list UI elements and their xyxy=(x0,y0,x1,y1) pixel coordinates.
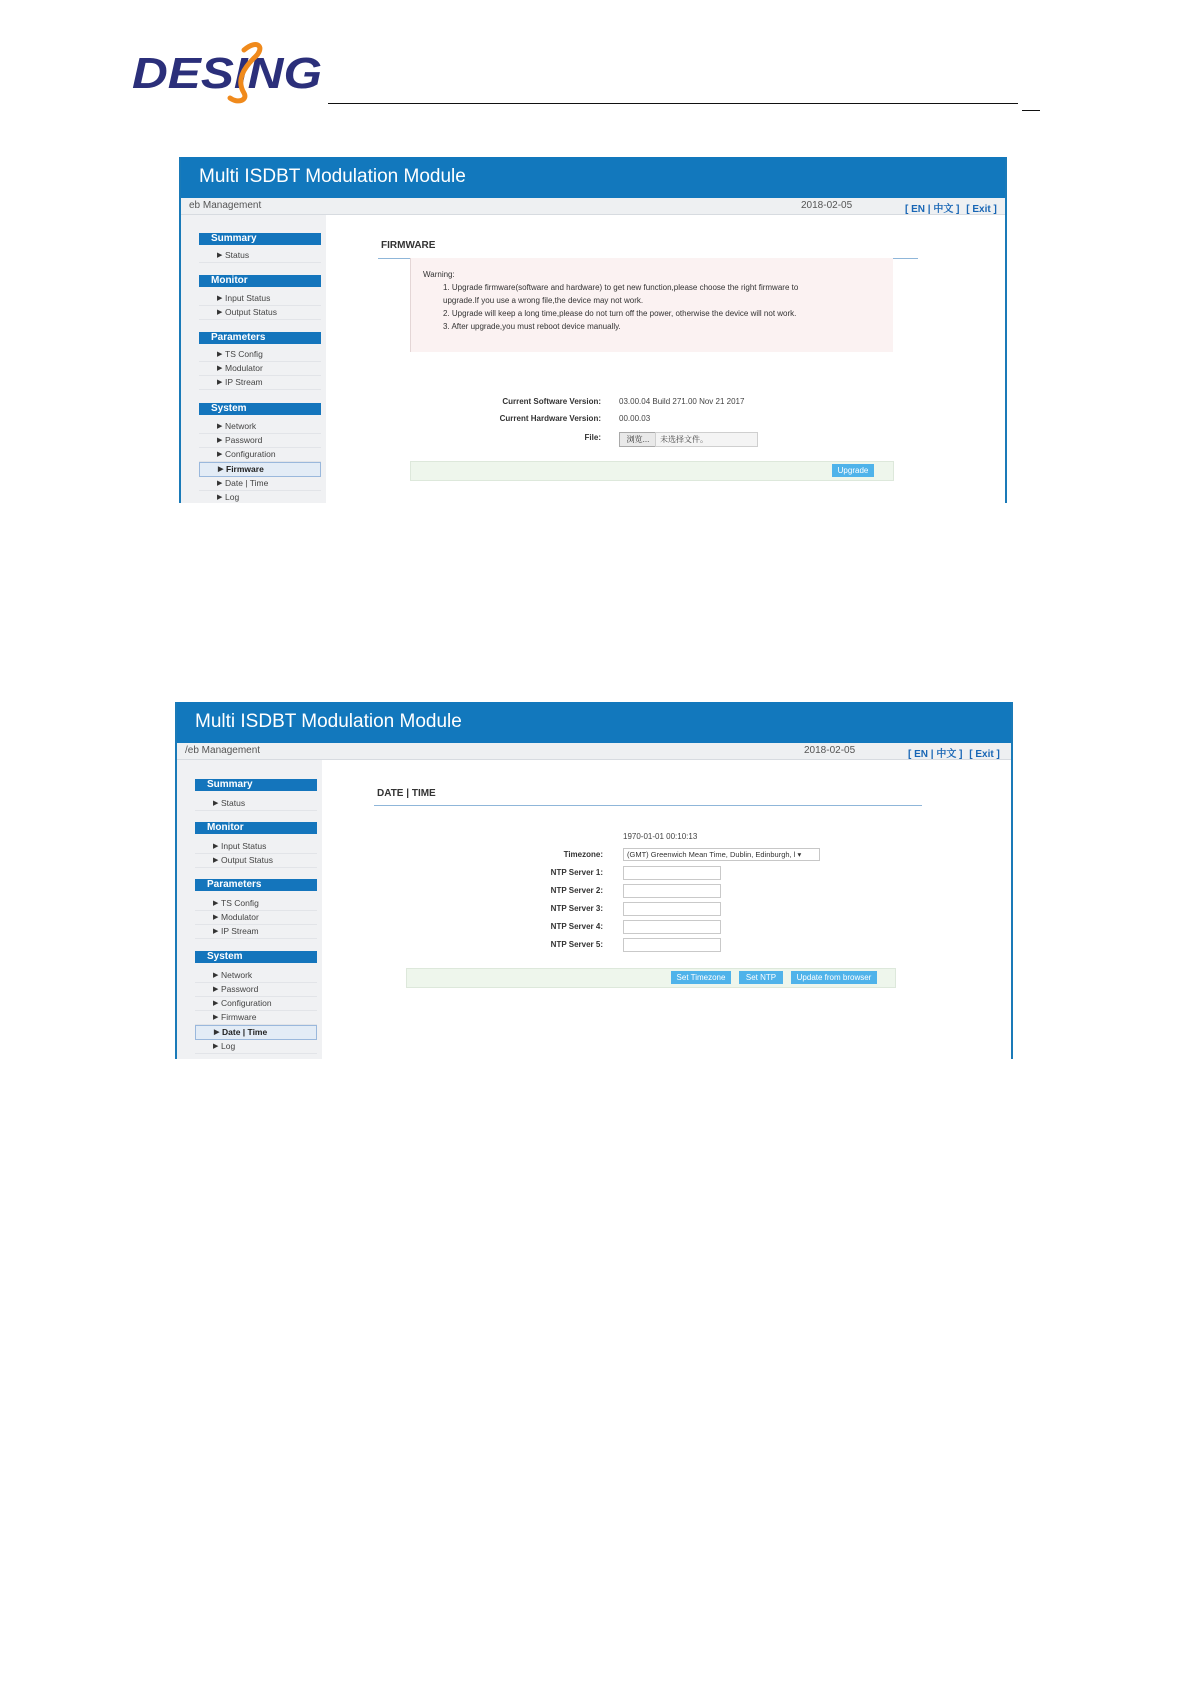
software-version-value: 03.00.04 Build 271.00 Nov 21 2017 xyxy=(619,397,745,406)
sidebar-item-modulator[interactable]: ▶ Modulator xyxy=(195,911,317,925)
sidebar-item-password[interactable]: ▶ Password xyxy=(199,434,321,448)
management-bar xyxy=(177,743,1011,760)
triangle-right-icon: ▶ xyxy=(213,1043,219,1050)
ntp-server-5-label: NTP Server 5: xyxy=(550,940,603,949)
management-label: /eb Management xyxy=(185,745,261,756)
file-input[interactable]: 未选择文件。 xyxy=(655,432,758,447)
nav-group-parameters xyxy=(195,879,317,939)
triangle-right-icon: ▶ xyxy=(213,1014,219,1021)
sidebar-item-firmware[interactable]: ▶ Firmware xyxy=(199,462,321,477)
exit-link[interactable]: [ Exit ] xyxy=(969,749,1000,760)
sidebar-item-modulator[interactable]: ▶ Modulator xyxy=(199,362,321,376)
lang-en-link[interactable]: [ EN | xyxy=(905,204,931,215)
nav-group-system xyxy=(199,403,321,503)
timezone-select[interactable]: (GMT) Greenwich Mean Time, Dublin, Edinburgh, l ▾ xyxy=(623,848,820,861)
page-title: DATE | TIME xyxy=(377,788,436,799)
triangle-right-icon: ▶ xyxy=(217,379,223,386)
warning-line-1: 1. Upgrade firmware(software and hardware) to get new function,please choose the right firmware to xyxy=(443,283,799,292)
triangle-right-icon: ▶ xyxy=(213,928,219,935)
sidebar-item-network[interactable]: ▶ Network xyxy=(195,969,317,983)
app-banner xyxy=(181,157,1005,198)
nav-header-system[interactable]: System xyxy=(195,951,317,963)
svg-text:DESING: DESING xyxy=(132,49,322,98)
lang-en-link[interactable]: [ EN | xyxy=(908,749,934,760)
warning-title: Warning: xyxy=(423,270,455,279)
sidebar-item-output-status[interactable]: ▶ Output Status xyxy=(199,306,321,320)
browse-button[interactable]: 浏览... xyxy=(619,432,657,447)
triangle-right-icon: ▶ xyxy=(214,1029,220,1036)
triangle-right-icon: ▶ xyxy=(218,466,224,473)
nav-header-system[interactable]: System xyxy=(199,403,321,415)
lang-cn-link[interactable]: 中文 ] xyxy=(933,204,960,215)
ntp-server-4-label: NTP Server 4: xyxy=(550,922,603,931)
sidebar-item-output-status[interactable]: ▶ Output Status xyxy=(195,854,317,868)
warning-line-1b: upgrade.If you use a wrong file,the device may not work. xyxy=(443,296,644,305)
triangle-right-icon: ▶ xyxy=(213,914,219,921)
ntp-server-5-input[interactable] xyxy=(623,938,721,952)
hardware-version-value: 00.00.03 xyxy=(619,414,651,423)
lang-cn-link[interactable]: 中文 ] xyxy=(936,749,963,760)
triangle-right-icon: ▶ xyxy=(213,843,219,850)
sidebar-item-date-time[interactable]: ▶ Date | Time xyxy=(195,1025,317,1040)
current-date: 2018-02-05 xyxy=(804,745,856,756)
ntp-server-4-input[interactable] xyxy=(623,920,721,934)
language-switch xyxy=(905,200,997,215)
hardware-version-label: Current Hardware Version: xyxy=(499,414,601,423)
triangle-right-icon: ▶ xyxy=(217,451,223,458)
header-tick xyxy=(1022,110,1040,111)
sidebar-item-status[interactable]: ▶ Status xyxy=(195,797,317,811)
action-bar xyxy=(410,461,894,481)
triangle-right-icon: ▶ xyxy=(217,309,223,316)
sidebar-item-configuration[interactable]: ▶ Configuration xyxy=(199,448,321,462)
nav-group-summary xyxy=(199,233,321,263)
nav-group-monitor xyxy=(199,275,321,320)
file-label: File: xyxy=(584,433,601,442)
sidebar-item-configuration[interactable]: ▶ Configuration xyxy=(195,997,317,1011)
firmware-screenshot xyxy=(179,157,1007,503)
sidebar-item-network[interactable]: ▶ Network xyxy=(199,420,321,434)
sidebar-item-ts-config[interactable]: ▶ TS Config xyxy=(199,348,321,362)
nav-header-summary[interactable]: Summary xyxy=(195,779,317,791)
triangle-right-icon: ▶ xyxy=(213,972,219,979)
current-date: 2018-02-05 xyxy=(801,200,853,211)
ntp-server-2-input[interactable] xyxy=(623,884,721,898)
triangle-right-icon: ▶ xyxy=(213,986,219,993)
app-title: Multi ISDBT Modulation Module xyxy=(195,711,462,732)
nav-header-summary[interactable]: Summary xyxy=(199,233,321,245)
ntp-server-3-input[interactable] xyxy=(623,902,721,916)
sidebar-item-input-status[interactable]: ▶ Input Status xyxy=(199,292,321,306)
warning-box xyxy=(410,258,893,352)
triangle-right-icon: ▶ xyxy=(213,800,219,807)
sidebar-item-password[interactable]: ▶ Password xyxy=(195,983,317,997)
triangle-right-icon: ▶ xyxy=(213,857,219,864)
sidebar-item-log[interactable]: ▶ Log xyxy=(199,491,321,503)
app-banner xyxy=(177,702,1011,743)
language-switch xyxy=(908,745,1000,760)
sidebar-item-ts-config[interactable]: ▶ TS Config xyxy=(195,897,317,911)
ntp-server-3-label: NTP Server 3: xyxy=(550,904,603,913)
desing-logo xyxy=(132,38,332,108)
current-time-value: 1970-01-01 00:10:13 xyxy=(623,832,698,841)
triangle-right-icon: ▶ xyxy=(217,480,223,487)
heading-rule xyxy=(374,805,922,806)
ntp-server-1-input[interactable] xyxy=(623,866,721,880)
triangle-right-icon: ▶ xyxy=(217,365,223,372)
warning-line-2: 2. Upgrade will keep a long time,please do not turn off the power, otherwise the device will not work. xyxy=(443,309,797,318)
ntp-server-2-label: NTP Server 2: xyxy=(550,886,603,895)
management-bar xyxy=(181,198,1005,215)
sidebar-item-ip-stream[interactable]: ▶ IP Stream xyxy=(195,925,317,939)
triangle-right-icon: ▶ xyxy=(213,1000,219,1007)
nav-header-monitor[interactable]: Monitor xyxy=(195,822,317,834)
action-bar xyxy=(406,968,896,988)
page-title: FIRMWARE xyxy=(381,240,436,251)
nav-header-parameters[interactable]: Parameters xyxy=(199,332,321,344)
sidebar-item-date-time[interactable]: ▶ Date | Time xyxy=(199,477,321,491)
warning-line-3: 3. After upgrade,you must reboot device manually. xyxy=(443,322,621,331)
triangle-right-icon: ▶ xyxy=(217,437,223,444)
nav-group-summary xyxy=(195,779,317,811)
timezone-label: Timezone: xyxy=(563,850,603,859)
triangle-right-icon: ▶ xyxy=(217,423,223,430)
date-time-screenshot xyxy=(175,702,1013,1059)
update-from-browser-button[interactable]: Update from browser xyxy=(791,971,877,984)
triangle-right-icon: ▶ xyxy=(217,295,223,302)
sidebar-item-firmware[interactable]: ▶ Firmware xyxy=(195,1011,317,1025)
triangle-right-icon: ▶ xyxy=(217,494,223,501)
management-label: eb Management xyxy=(189,200,262,211)
nav-header-parameters[interactable]: Parameters xyxy=(195,879,317,891)
exit-link[interactable]: [ Exit ] xyxy=(966,204,997,215)
app-title: Multi ISDBT Modulation Module xyxy=(199,166,466,187)
triangle-right-icon: ▶ xyxy=(217,252,223,259)
sidebar-item-input-status[interactable]: ▶ Input Status xyxy=(195,840,317,854)
sidebar-item-status[interactable]: ▶ Status xyxy=(199,249,321,263)
set-timezone-button[interactable]: Set Timezone xyxy=(671,971,731,984)
sidebar-item-log[interactable]: ▶ Log xyxy=(195,1040,317,1054)
software-version-label: Current Software Version: xyxy=(502,397,601,406)
nav-group-system xyxy=(195,951,317,1054)
triangle-right-icon: ▶ xyxy=(213,900,219,907)
upgrade-button[interactable]: Upgrade xyxy=(832,464,874,477)
ntp-server-1-label: NTP Server 1: xyxy=(550,868,603,877)
nav-header-monitor[interactable]: Monitor xyxy=(199,275,321,287)
triangle-right-icon: ▶ xyxy=(217,351,223,358)
nav-group-parameters xyxy=(199,332,321,390)
set-ntp-button[interactable]: Set NTP xyxy=(739,971,783,984)
sidebar-item-ip-stream[interactable]: ▶ IP Stream xyxy=(199,376,321,390)
nav-group-monitor xyxy=(195,822,317,868)
header-rule xyxy=(328,103,1018,104)
